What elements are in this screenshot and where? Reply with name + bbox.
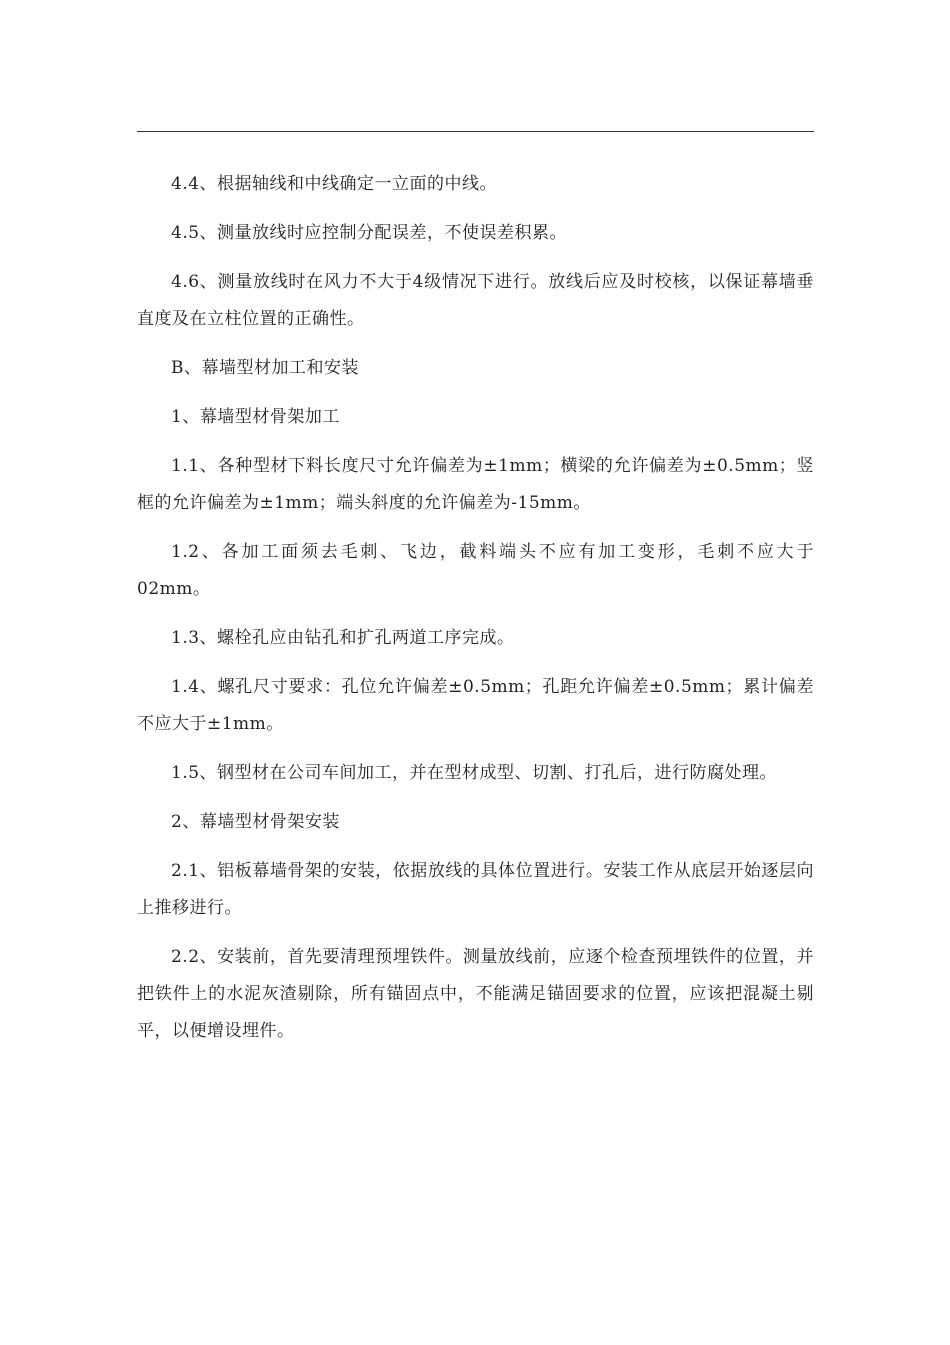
paragraph-4-4: 4.4、根据轴线和中线确定一立面的中线。 [171,174,498,194]
paragraph-1-3: 1.3、螺栓孔应由钻孔和扩孔两道工序完成。 [171,628,515,648]
paragraph-1-5: 1.5、钢型材在公司车间加工，并在型材成型、切割、打孔后，进行防腐处理。 [171,763,778,783]
paragraph-4-6: 4.6、测量放线时在风力不大于4级情况下进行。放线后应及时校核，以保证幕墙垂直度及在立柱位置的正确性。 [137,272,814,329]
paragraph-4-5: 4.5、测量放线时应控制分配误差，不使误差积累。 [171,223,568,243]
paragraph-1-2: 1.2、各加工面须去毛刺、飞边，截料端头不应有加工变形，毛刺不应大于02mm。 [137,542,814,599]
paragraph-2-1: 2.1、铝板幕墙骨架的安装，依据放线的具体位置进行。安装工作从底层开始逐层向上推移进行。 [137,861,814,918]
paragraph-1-4: 1.4、螺孔尺寸要求：孔位允许偏差±0.5mm；孔距允许偏差±0.5mm；累计偏差不应大于±1mm。 [137,677,814,734]
subsection-heading-2: 2、幕墙型材骨架安装 [171,812,340,832]
subsection-heading-1: 1、幕墙型材骨架加工 [171,407,340,427]
paragraph-1-1: 1.1、各种型材下料长度尺寸允许偏差为±1mm；横梁的允许偏差为±0.5mm；竖框的允许偏差为±1mm；端头斜度的允许偏差为-15mm。 [137,456,814,513]
header-rule [137,131,814,132]
body-text [137,166,814,1050]
section-heading-b: B、幕墙型材加工和安装 [171,358,359,378]
paragraph-2-2: 2.2、安装前，首先要清理预埋铁件。测量放线前，应逐个检查预埋铁件的位置，并把铁件上的水泥灰渣剔除，所有锚固点中，不能满足锚固要求的位置，应该把混凝土剔平，以便增设埋件。 [137,947,814,1041]
